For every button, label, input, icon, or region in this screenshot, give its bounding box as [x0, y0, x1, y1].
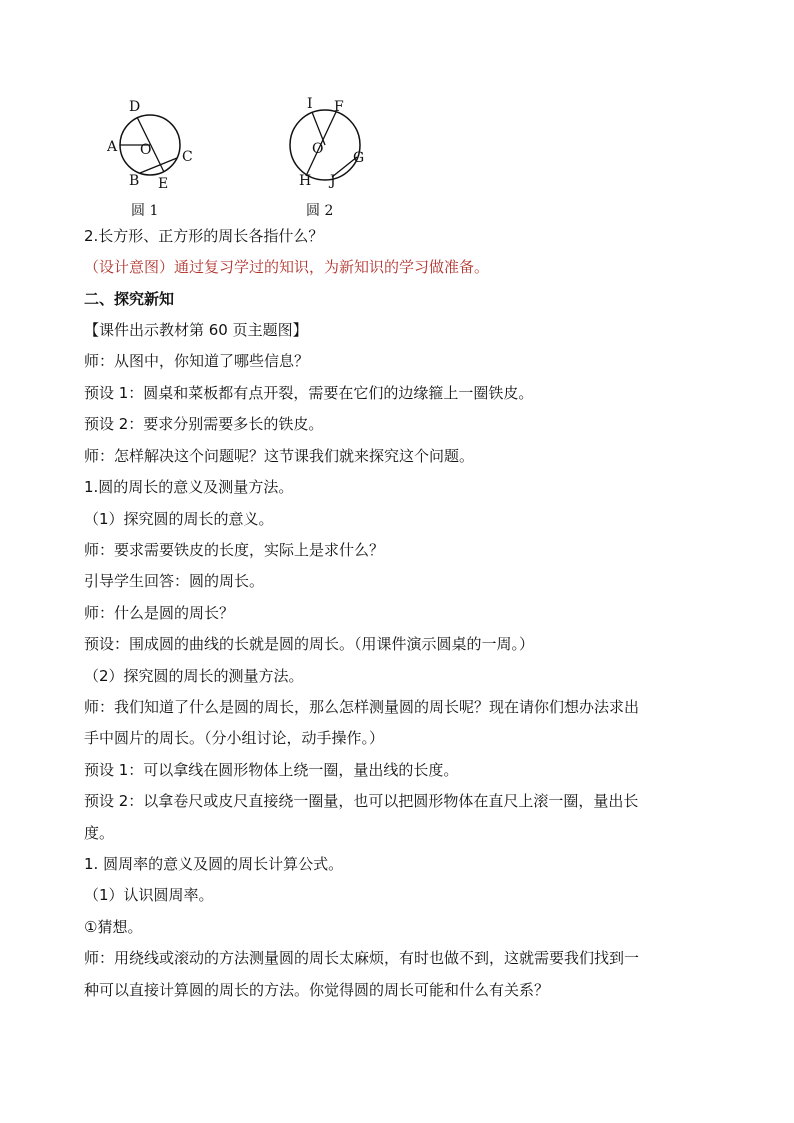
preset-4: 预设 1：可以拿线在圆形物体上绕一圈，量出线的长度。	[84, 761, 459, 779]
guide-line: 引导学生回答：圆的周长。	[84, 572, 265, 590]
subsection-1b: （2）探究圆的周长的测量方法。	[84, 667, 304, 685]
question-2: 2.长方形、正方形的周长各指什么？	[84, 227, 324, 245]
circle-figures	[100, 92, 400, 222]
label-B: B	[129, 173, 140, 189]
circle-figure-2	[290, 96, 364, 219]
teacher-line-6a: 师：用绕线或滚动的方法测量圆的周长太麻烦，有时也做不到，这就需要我们找到一	[84, 949, 640, 967]
subsection-1a: （1）探究圆的周长的意义。	[84, 510, 274, 528]
section-2-title: 二、探究新知	[84, 290, 175, 308]
label-I: I	[307, 96, 313, 112]
label-G: G	[353, 150, 365, 166]
circle-figure-1	[106, 99, 193, 219]
subsection-2a: （1）认识圆周率。	[84, 886, 214, 904]
preset-5b: 度。	[84, 824, 115, 842]
teacher-line-5b: 手中圆片的周长。（分小组讨论，动手操作。）	[84, 729, 385, 747]
caption-figure-1: 圆 1	[131, 203, 159, 219]
subsection-2: 1. 圆周率的意义及圆的周长计算公式。	[84, 855, 344, 873]
teacher-line-5a: 师：我们知道了什么是圆的周长，那么怎样测量圆的周长呢？现在请你们想办法求出	[84, 698, 640, 716]
design-intent	[84, 256, 704, 278]
label-O2: O	[312, 141, 324, 157]
teacher-line-4: 师：什么是圆的周长？	[84, 604, 235, 622]
subsection-1: 1.圆的周长的意义及测量方法。	[84, 478, 294, 496]
figures-svg	[100, 92, 400, 222]
label-F: F	[334, 99, 344, 115]
label-E: E	[158, 176, 169, 192]
teacher-line-1: 师：从图中，你知道了哪些信息？	[84, 352, 310, 370]
label-A: A	[107, 139, 118, 155]
label-C: C	[182, 149, 193, 165]
design-intent-text: 通过复习学过的知识，为新知识的学习做准备。	[174, 258, 490, 276]
guess-label: ①猜想。	[84, 918, 143, 936]
teacher-line-3: 师：要求需要铁皮的长度，实际上是求什么？	[84, 541, 385, 559]
caption-figure-2: 圆 2	[306, 203, 334, 219]
courseware-note: 【课件出示教材第 60 页主题图】	[84, 321, 308, 339]
design-intent-label: （设计意图）	[84, 258, 175, 276]
teacher-line-2: 师：怎样解决这个问题呢？这节课我们就来探究这个问题。	[84, 447, 475, 465]
preset-2: 预设 2：要求分别需要多长的铁皮。	[84, 415, 324, 433]
label-D: D	[129, 99, 141, 115]
label-J: J	[330, 173, 336, 189]
label-O: O	[140, 142, 152, 158]
teacher-line-6b: 种可以直接计算圆的周长的方法。你觉得圆的周长可能和什么有关系？	[84, 981, 550, 999]
preset-1: 预设 1：圆桌和菜板都有点开裂，需要在它们的边缘箍上一圈铁皮。	[84, 384, 534, 402]
label-H: H	[299, 173, 312, 189]
preset-5a: 预设 2：以拿卷尺或皮尺直接绕一圈量，也可以把圆形物体在直尺上滚一圈，量出长	[84, 792, 639, 810]
preset-3: 预设：围成圆的曲线的长就是圆的周长。（用课件演示圆桌的一周。）	[84, 635, 535, 653]
